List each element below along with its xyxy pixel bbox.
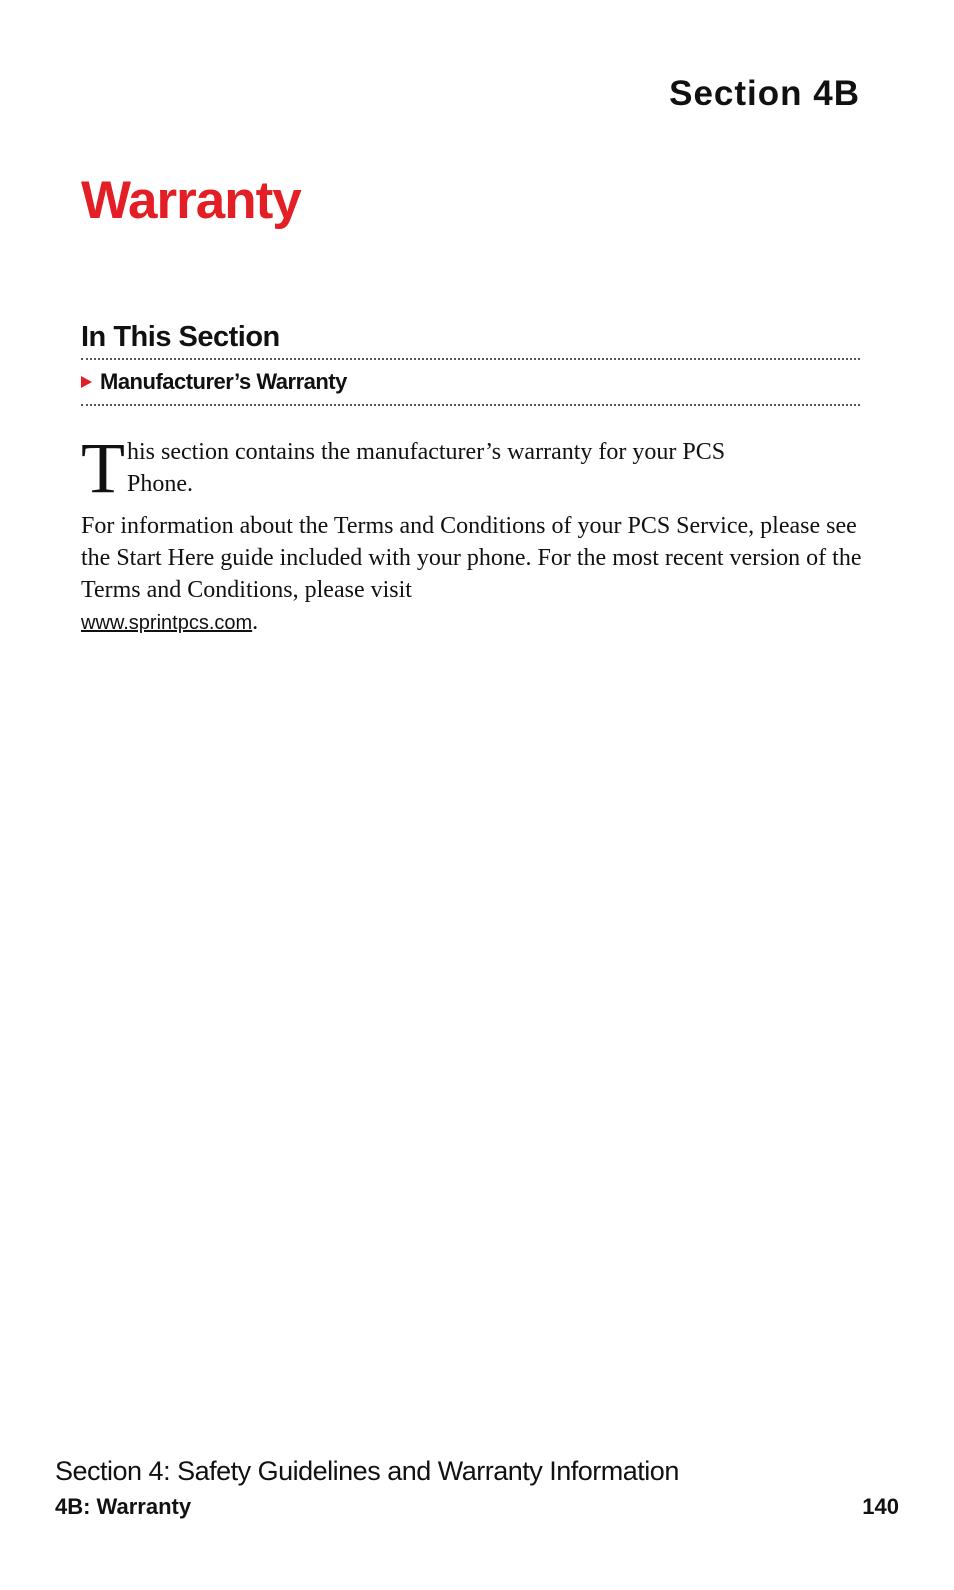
toc-heading: In This Section [81, 321, 280, 353]
terms-text: For information about the Terms and Conditions of your PCS Service, please see the Start Here guide included with your phone. For the most recent version of the Terms and Conditions, please visit [81, 513, 862, 603]
toc-item-label: Manufacturer’s Warranty [100, 369, 347, 394]
drop-cap: T [81, 428, 125, 508]
link-suffix: . [252, 609, 259, 635]
page-title: Warranty [81, 171, 301, 230]
footer-section-title: Section 4: Safety Guidelines and Warranty Information [55, 1456, 679, 1486]
toc-divider-bottom [81, 404, 860, 406]
toc-item-manufacturers-warranty[interactable] [81, 360, 860, 404]
triangle-right-icon [81, 376, 92, 388]
page-number: 140 [862, 1494, 899, 1519]
section-label: Section 4B [669, 74, 860, 113]
footer-chapter: 4B: Warranty [55, 1494, 192, 1519]
intro-paragraph [81, 428, 860, 508]
intro-text: his section contains the manufacturer’s warranty for your PCS Phone. [126, 439, 726, 497]
terms-paragraph [81, 510, 866, 639]
sprintpcs-link[interactable]: www.sprintpcs.com [81, 612, 253, 634]
in-this-section-box [81, 318, 860, 406]
